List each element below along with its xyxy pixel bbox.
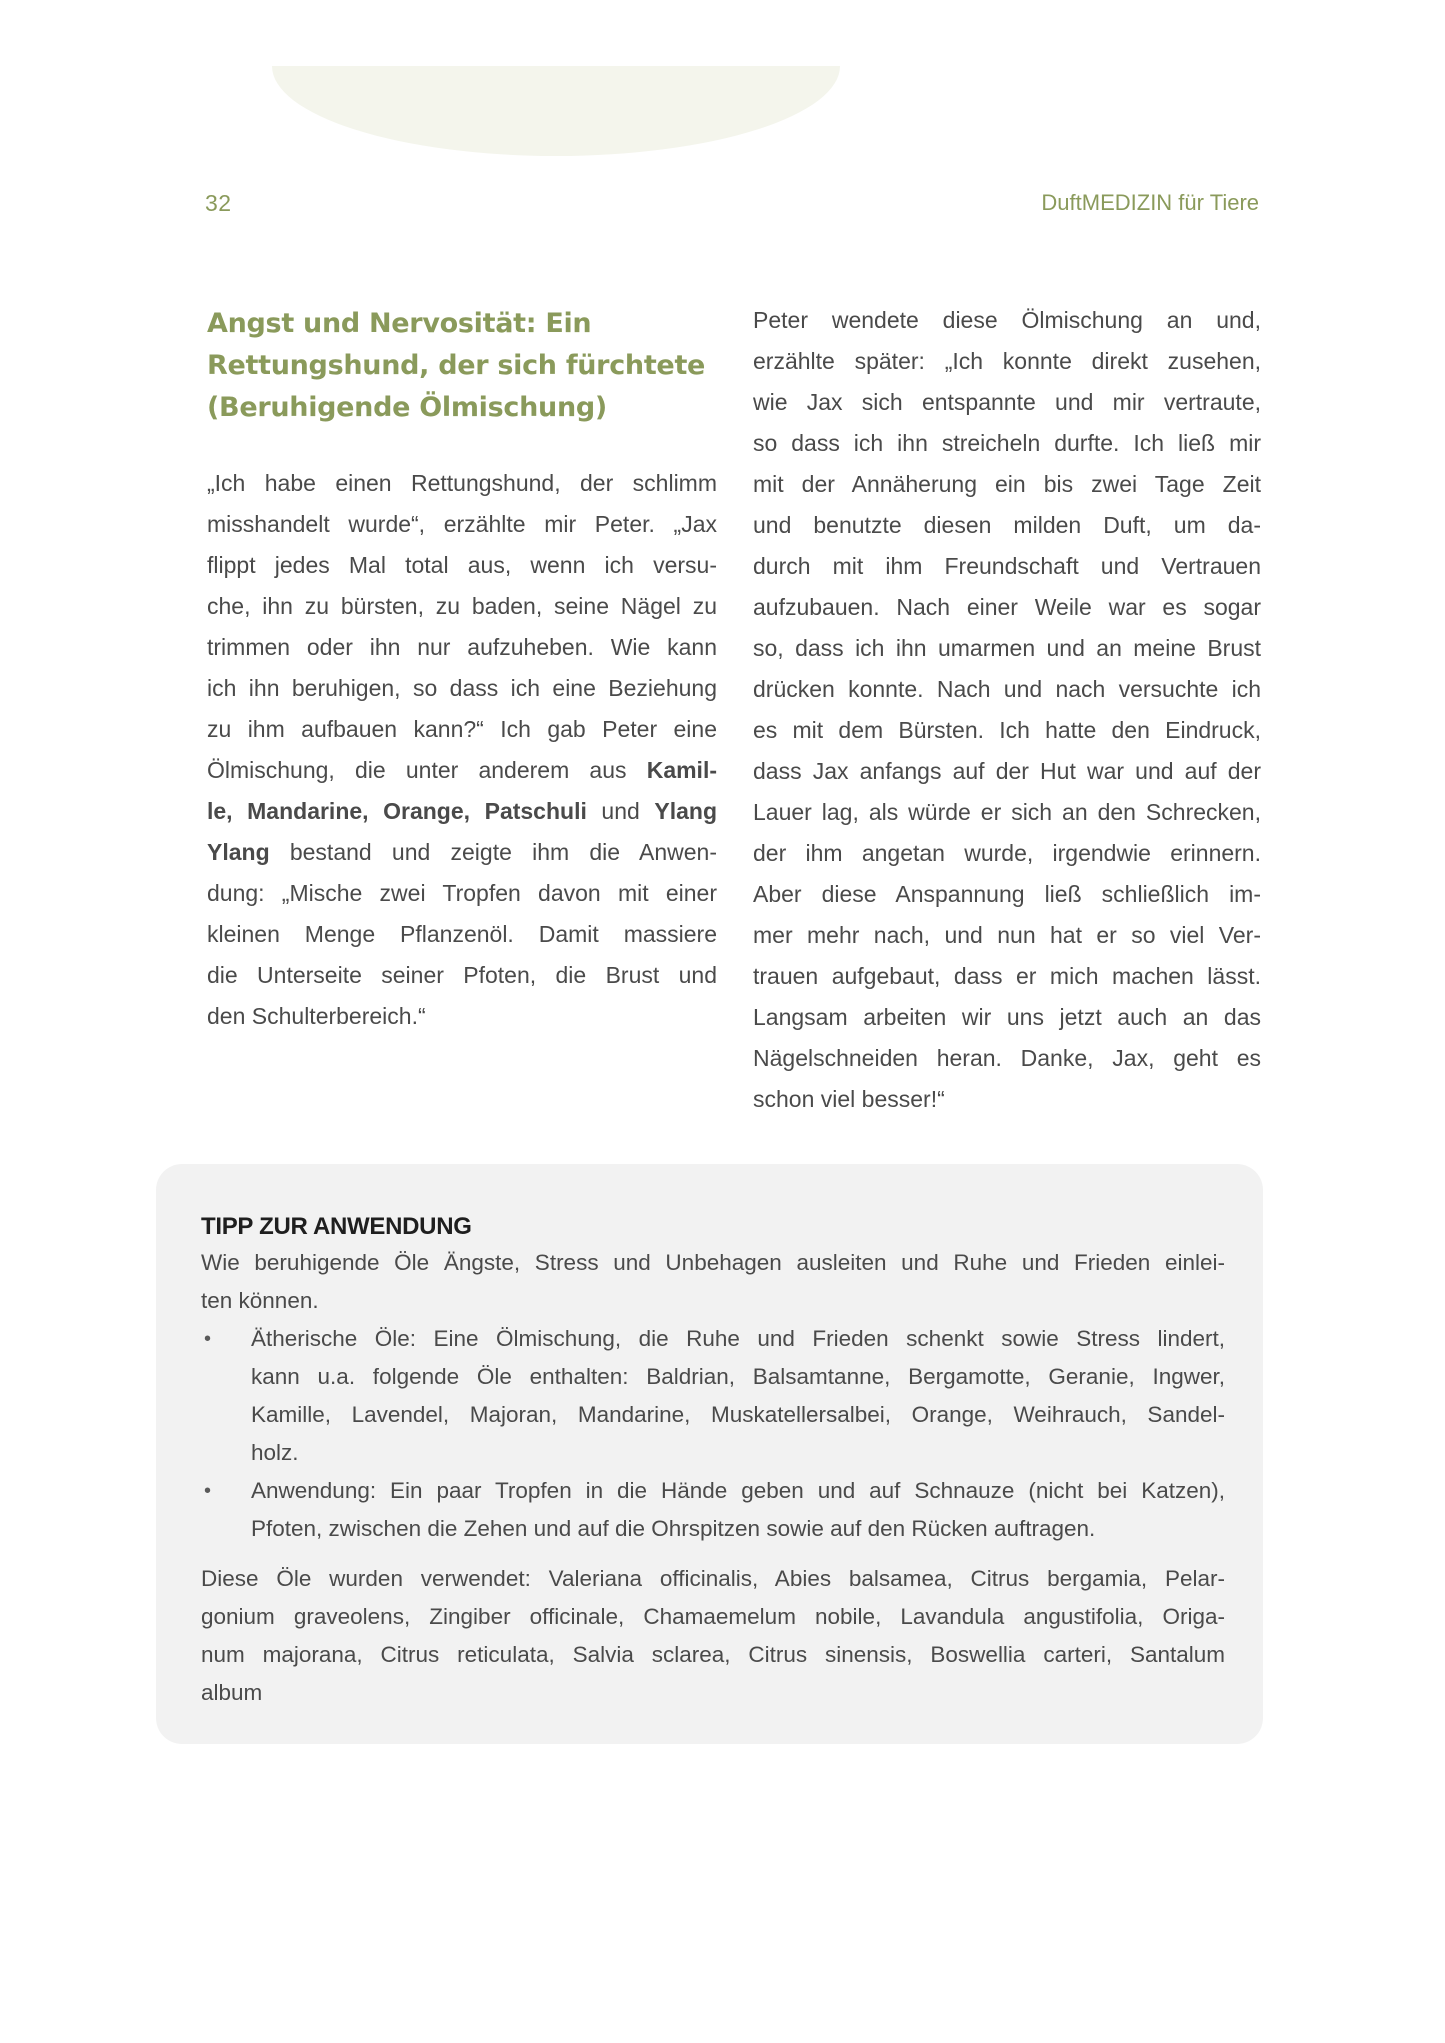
story-paragraph-right (753, 300, 1261, 1120)
text-line: „Ich habe einen Rettungshund, der schlimm (207, 470, 717, 496)
text-line: dass Jax anfangs auf der Hut war und auf der (753, 758, 1261, 784)
text-line: schon viel besser!“ (753, 1086, 945, 1112)
decorative-arc (272, 66, 840, 156)
text-line: es mit dem Bürsten. Ich hatte den Eindruck, (753, 717, 1261, 743)
text-line (207, 750, 717, 791)
tip-intro (201, 1244, 1225, 1320)
text-line: num majorana, Citrus reticulata, Salvia sclarea, Citrus sinensis, Boswellia carteri, Santalum (201, 1642, 1225, 1667)
bullet-icon: • (204, 1328, 212, 1350)
oil-name-bold: Kamil- (646, 757, 717, 783)
text-line: erzählte später: „Ich konnte direkt zusehen, (753, 348, 1261, 374)
title-line: Angst und Nervosität: Ein (207, 308, 592, 339)
text-line (207, 832, 717, 873)
text-run: Ölmischung, die unter anderem aus (207, 757, 647, 783)
text-line: Pfoten, zwischen die Zehen und auf die Ohrspitzen sowie auf den Rücken auftragen. (251, 1516, 1096, 1541)
text-line: kann u.a. folgende Öle enthalten: Baldrian, Balsamtanne, Bergamotte, Geranie, Ingwer, (251, 1364, 1225, 1389)
text-line: der ihm angetan wurde, irgendwie erinnern. (753, 840, 1261, 866)
oil-name-bold: Ylang (207, 839, 270, 865)
text-line: mer mehr nach, und nun hat er so viel Ver- (753, 922, 1261, 948)
text-run: und (586, 798, 655, 824)
bullet-icon: • (204, 1480, 212, 1502)
text-line: durch mit ihm Freundschaft und Vertrauen (753, 553, 1261, 579)
tip-bullet-item (201, 1320, 1225, 1472)
oil-name-bold: le, Mandarine, Orange, Patschuli (207, 798, 587, 824)
running-header-title: DuftMEDIZIN für Tiere (1041, 190, 1259, 215)
text-line: den Schulterbereich.“ (207, 1003, 426, 1029)
text-line: misshandelt wurde“, erzählte mir Peter. „Jax (207, 511, 717, 537)
title-line: (Beruhigende Ölmischung) (207, 392, 607, 423)
text-line: ich ihn beruhigen, so dass ich eine Beziehung (207, 675, 717, 701)
text-line: so, dass ich ihn umarmen und an meine Brust (753, 635, 1261, 661)
text-line: album (201, 1680, 263, 1705)
text-line: che, ihn zu bürsten, zu baden, seine Nägel zu (207, 593, 717, 619)
left-column (207, 300, 717, 1037)
text-line: dung: „Mische zwei Tropfen davon mit einer (207, 880, 717, 906)
text-line: die Unterseite seiner Pfoten, die Brust und (207, 962, 717, 988)
title-line: Rettungshund, der sich fürchtete (207, 350, 706, 381)
tip-title: TIPP ZUR ANWENDUNG (201, 1213, 472, 1240)
text-line: Peter wendete diese Ölmischung an und, (753, 307, 1261, 333)
text-line: aufzubauen. Nach einer Weile war es sogar (753, 594, 1261, 620)
text-line: mit der Annäherung ein bis zwei Tage Zeit (753, 471, 1261, 497)
story-paragraph-left (207, 463, 717, 1037)
text-line: trauen aufgebaut, dass er mich machen lässt. (753, 963, 1261, 989)
text-line: ten können. (201, 1288, 319, 1313)
text-line: und benutzte diesen milden Duft, um da- (753, 512, 1261, 538)
text-line: flippt jedes Mal total aus, wenn ich versu- (207, 552, 717, 578)
text-line: wie Jax sich entspannte und mir vertraute, (753, 389, 1261, 415)
text-line: Kamille, Lavendel, Majoran, Mandarine, Muskatellersalbei, Orange, Weihrauch, Sandel- (251, 1402, 1225, 1427)
text-line: drücken konnte. Nach und nach versuchte ich (753, 676, 1261, 702)
text-line: Ätherische Öle: Eine Ölmischung, die Ruhe und Frieden schenkt sowie Stress lindert, (251, 1326, 1225, 1351)
text-line: Lauer lag, als würde er sich an den Schrecken, (753, 799, 1261, 825)
text-line: holz. (251, 1440, 299, 1465)
tip-box (156, 1164, 1263, 1744)
right-column (753, 300, 1261, 1120)
section-title (207, 303, 717, 429)
text-line: Diese Öle wurden verwendet: Valeriana officinalis, Abies balsamea, Citrus bergamia, Pelar- (201, 1566, 1225, 1591)
text-line: Aber diese Anspannung ließ schließlich im- (753, 881, 1261, 907)
tip-bullet-list (201, 1320, 1225, 1548)
text-run: bestand und zeigte ihm die Anwen- (269, 839, 717, 865)
text-line: kleinen Menge Pflanzenöl. Damit massiere (207, 921, 717, 947)
text-line: zu ihm aufbauen kann?“ Ich gab Peter eine (207, 716, 717, 742)
tip-bullet-item (201, 1472, 1225, 1548)
text-line: Nägelschneiden heran. Danke, Jax, geht es (753, 1045, 1261, 1071)
text-line: Anwendung: Ein paar Tropfen in die Hände geben und auf Schnauze (nicht bei Katzen), (251, 1478, 1225, 1503)
text-line: trimmen oder ihn nur aufzuheben. Wie kann (207, 634, 717, 660)
oil-name-bold: Ylang (654, 798, 717, 824)
text-line: gonium graveolens, Zingiber officinale, Chamaemelum nobile, Lavandula angustifolia, Origa- (201, 1604, 1225, 1629)
text-line: Langsam arbeiten wir uns jetzt auch an das (753, 1004, 1261, 1030)
tip-oils-used (201, 1560, 1225, 1712)
text-line (207, 791, 717, 832)
page-number: 32 (205, 190, 232, 216)
text-line: so dass ich ihn streicheln durfte. Ich ließ mir (753, 430, 1261, 456)
text-line: Wie beruhigende Öle Ängste, Stress und Unbehagen ausleiten und Ruhe und Frieden einlei- (201, 1250, 1225, 1275)
